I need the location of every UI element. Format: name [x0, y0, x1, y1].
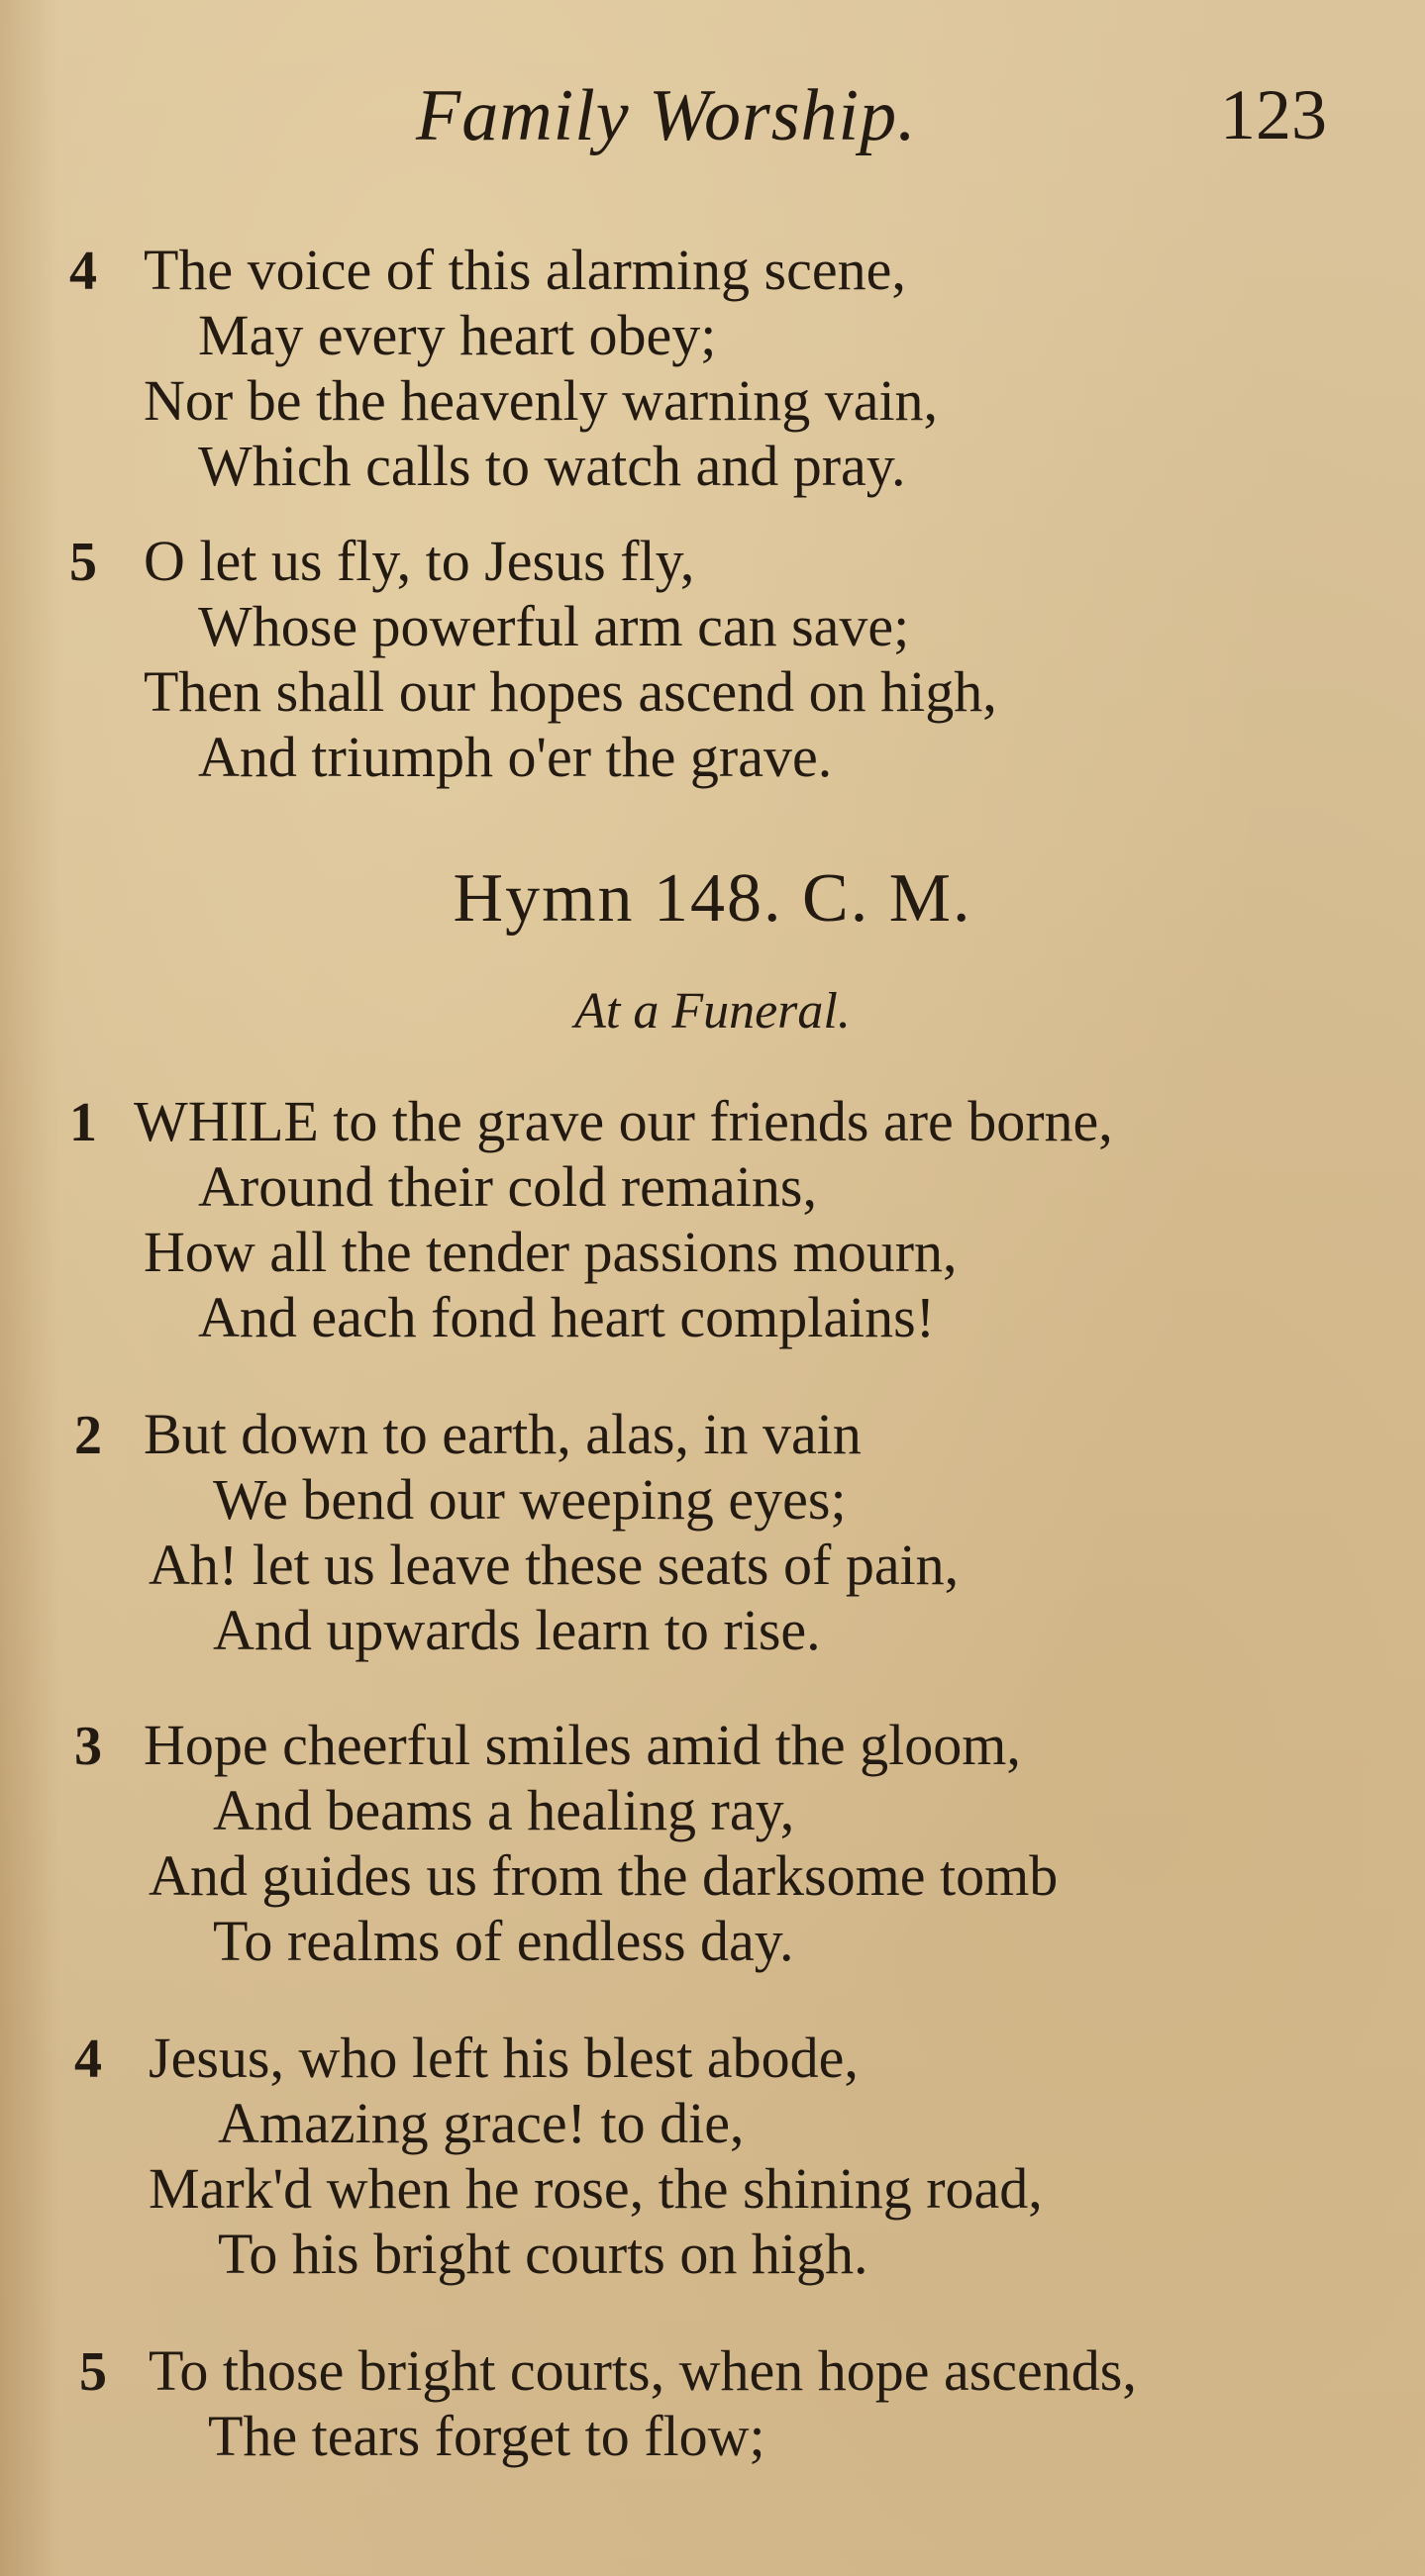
running-head: Family Worship.	[416, 75, 917, 156]
verse-line: And guides us from the darksome tomb	[149, 1843, 1059, 1908]
verse-line: We bend our weeping eyes;	[213, 1467, 847, 1532]
verse-line: Amazing grace! to die,	[218, 2091, 745, 2155]
verse-line: To realms of endless day.	[213, 1909, 794, 1973]
verse-line: Whose powerful arm can save;	[198, 594, 910, 658]
verse-line: Then shall our hopes ascend on high,	[144, 659, 997, 724]
verse-line: And beams a healing ray,	[213, 1778, 795, 1842]
verse-line: Which calls to watch and pray.	[198, 434, 906, 498]
verse-line: The tears forget to flow;	[208, 2404, 765, 2468]
verse-line: Jesus, who left his blest abode,	[149, 2026, 859, 2090]
verse-line: But down to earth, alas, in vain	[144, 1402, 862, 1466]
verse-number: 1	[69, 1092, 97, 1153]
verse-line: And triumph o'er the grave.	[198, 725, 833, 789]
verse-line: To those bright courts, when hope ascends,	[149, 2338, 1137, 2403]
verse-line: Mark'd when he rose, the shining road,	[149, 2156, 1043, 2221]
verse-number: 2	[74, 1405, 102, 1466]
verse-line: Nor be the heavenly warning vain,	[144, 368, 939, 433]
verse-line: O let us fly, to Jesus fly,	[144, 529, 695, 593]
page-header	[0, 74, 1425, 173]
verse-line: May every heart obey;	[198, 303, 717, 367]
page-number: 123	[1220, 75, 1327, 154]
verse-number: 3	[74, 1716, 102, 1777]
verse-line: Hope cheerful smiles amid the gloom,	[144, 1713, 1021, 1777]
verse-number: 5	[79, 2341, 107, 2403]
verse-line: The voice of this alarming scene,	[144, 238, 906, 302]
verse-number: 5	[69, 532, 97, 593]
verse-line: To his bright courts on high.	[218, 2222, 868, 2286]
verse-line: And each fond heart complains!	[198, 1285, 936, 1349]
verse-line: And upwards learn to rise.	[213, 1598, 821, 1662]
hymn-occasion: At a Funeral.	[574, 983, 851, 1040]
verse-number: 4	[74, 2029, 102, 2090]
verse-number: 4	[69, 241, 97, 302]
hymn-title: Hymn 148. C. M.	[453, 860, 972, 937]
verse-line: Ah! let us leave these seats of pain,	[149, 1533, 960, 1597]
verse-line: Around their cold remains,	[198, 1154, 817, 1219]
verse-line: How all the tender passions mourn,	[144, 1220, 958, 1284]
verse-line: WHILE to the grave our friends are borne,	[134, 1089, 1113, 1153]
